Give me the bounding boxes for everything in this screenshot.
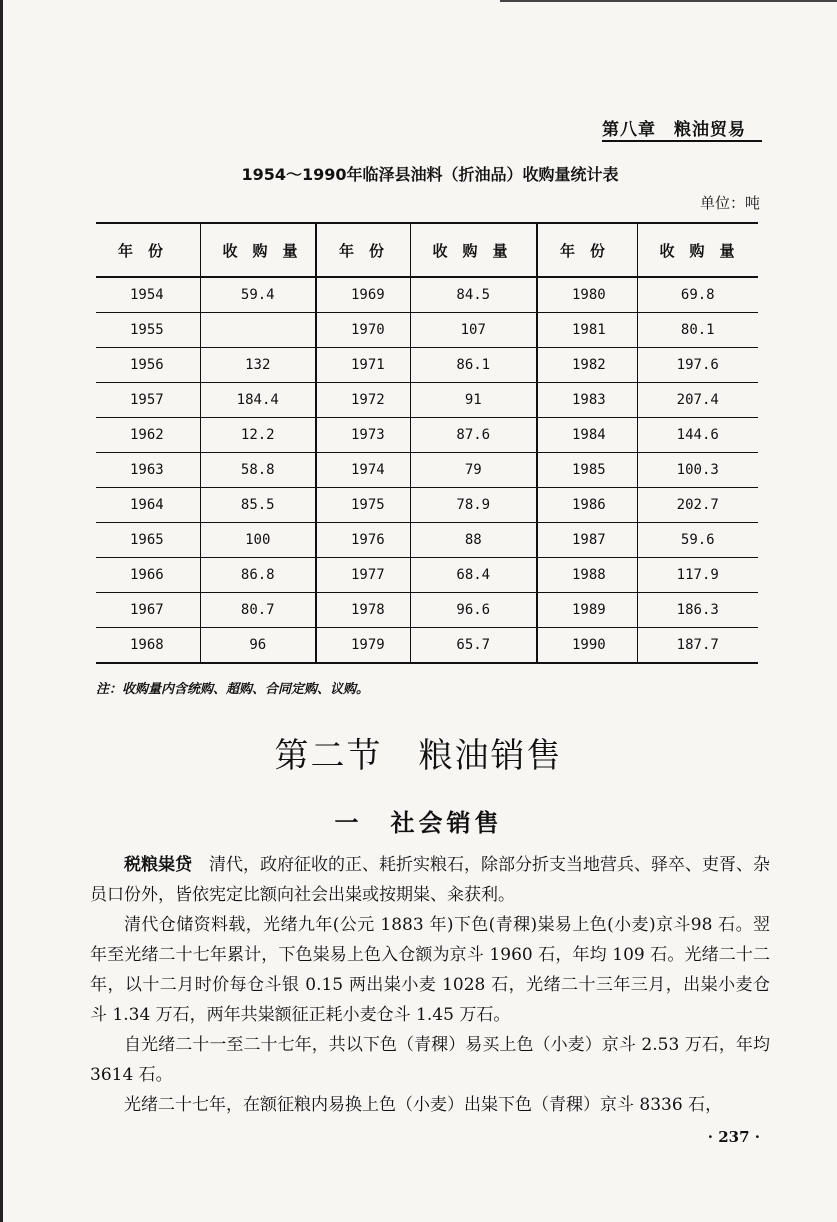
column-header-year-2: 年 份 [316, 223, 410, 277]
column-header-year-3: 年 份 [537, 223, 637, 277]
row-amount-cell: 80.7 [200, 593, 316, 628]
row-year-cell: 1979 [316, 628, 410, 664]
column-header-amount-2: 收 购 量 [410, 223, 537, 277]
row-year-cell: 1986 [537, 488, 637, 523]
row-amount-cell: 58.8 [200, 453, 316, 488]
row-amount-cell: 100 [200, 523, 316, 558]
row-year-cell: 1970 [316, 313, 410, 348]
table-row [96, 348, 758, 383]
page-edge-top [500, 0, 837, 2]
table-row [96, 313, 758, 348]
row-amount-cell: 59.4 [200, 277, 316, 313]
row-amount-cell: 96.6 [410, 593, 537, 628]
column-header-amount-1: 收 购 量 [200, 223, 316, 277]
row-amount-cell: 132 [200, 348, 316, 383]
row-year-cell: 1982 [537, 348, 637, 383]
row-year-cell: 1955 [96, 313, 200, 348]
row-amount-cell: 117.9 [637, 558, 758, 593]
row-year-cell: 1971 [316, 348, 410, 383]
page-number: · 237 · [707, 1128, 760, 1146]
paragraph-3: 自光绪二十一至二十七年，共以下色（青稞）易买上色（小麦）京斗 2.53 万石，年均 3614 石。 [90, 1035, 770, 1085]
row-year-cell: 1969 [316, 277, 410, 313]
row-amount-cell: 69.8 [637, 277, 758, 313]
table-row [96, 488, 758, 523]
paragraph-lead: 税粮粜贷 [124, 855, 192, 875]
row-year-cell: 1988 [537, 558, 637, 593]
running-header-rule [602, 140, 762, 142]
row-year-cell: 1974 [316, 453, 410, 488]
row-year-cell: 1966 [96, 558, 200, 593]
row-year-cell: 1981 [537, 313, 637, 348]
row-amount-cell: 79 [410, 453, 537, 488]
row-year-cell: 1976 [316, 523, 410, 558]
row-amount-cell: 85.5 [200, 488, 316, 523]
row-year-cell: 1967 [96, 593, 200, 628]
purchase-statistics-table [96, 222, 758, 664]
row-amount-cell: 86.8 [200, 558, 316, 593]
row-amount-cell: 80.1 [637, 313, 758, 348]
paragraph-2: 清代仓储资料载，光绪九年(公元 1883 年)下色(青稞)粜易上色(小麦)京斗98 石。翌年至光绪二十七年累计，下色粜易上色入仓额为京斗 1960 石，年均 109 石。光绪二十二年，以十二月时价每仓斗银 0.15 两出粜小麦 1028 石，光绪二十三年三月，出粜小麦仓斗 1.34 万石，两年共粜额征正耗小麦仓斗 1.45 万石。 [90, 915, 770, 1025]
row-amount-cell: 78.9 [410, 488, 537, 523]
row-amount-cell: 84.5 [410, 277, 537, 313]
table-row [96, 453, 758, 488]
paragraph-1 [90, 850, 770, 910]
row-year-cell: 1975 [316, 488, 410, 523]
row-year-cell: 1972 [316, 383, 410, 418]
table-row [96, 558, 758, 593]
row-amount-cell: 107 [410, 313, 537, 348]
row-year-cell: 1990 [537, 628, 637, 664]
row-year-cell: 1962 [96, 418, 200, 453]
row-amount-cell: 65.7 [410, 628, 537, 664]
row-year-cell: 1985 [537, 453, 637, 488]
table-row [96, 277, 758, 313]
row-year-cell: 1980 [537, 277, 637, 313]
row-year-cell: 1983 [537, 383, 637, 418]
row-amount-cell: 88 [410, 523, 537, 558]
row-amount-cell: 68.4 [410, 558, 537, 593]
row-amount-cell: 59.6 [637, 523, 758, 558]
row-year-cell: 1968 [96, 628, 200, 664]
row-amount-cell: 100.3 [637, 453, 758, 488]
row-year-cell: 1964 [96, 488, 200, 523]
table-title: 1954～1990年临泽县油料（折油品）收购量统计表 [241, 165, 619, 184]
row-year-cell: 1973 [316, 418, 410, 453]
paragraph-1-text: 清代，政府征收的正、耗折实粮石，除部分折支当地营兵、驿卒、吏胥、杂员口份外，皆依宪定比额向社会出粜或按期粜、籴获利。 [90, 855, 770, 905]
table-unit: 单位：吨 [699, 194, 760, 212]
running-header: 第八章 粮油贸易 [602, 120, 746, 140]
row-amount-cell: 12.2 [200, 418, 316, 453]
table-row [96, 523, 758, 558]
row-amount-cell: 202.7 [637, 488, 758, 523]
row-year-cell: 1965 [96, 523, 200, 558]
row-year-cell: 1987 [537, 523, 637, 558]
row-amount-cell: 91 [410, 383, 537, 418]
row-amount-cell [200, 313, 316, 348]
row-year-cell: 1989 [537, 593, 637, 628]
row-amount-cell: 184.4 [200, 383, 316, 418]
subsection-heading: 一 社会销售 [334, 808, 503, 837]
row-amount-cell: 186.3 [637, 593, 758, 628]
table-row [96, 418, 758, 453]
table-note: 注：收购量内含统购、超购、合同定购、议购。 [96, 682, 370, 697]
row-amount-cell: 86.1 [410, 348, 537, 383]
row-year-cell: 1977 [316, 558, 410, 593]
row-amount-cell: 207.4 [637, 383, 758, 418]
row-amount-cell: 187.7 [637, 628, 758, 664]
column-header-year-1: 年 份 [96, 223, 200, 277]
row-amount-cell: 87.6 [410, 418, 537, 453]
row-year-cell: 1954 [96, 277, 200, 313]
column-header-amount-3: 收 购 量 [637, 223, 758, 277]
row-year-cell: 1978 [316, 593, 410, 628]
body-text [90, 850, 770, 1120]
table-body [96, 277, 758, 663]
row-year-cell: 1957 [96, 383, 200, 418]
row-amount-cell: 144.6 [637, 418, 758, 453]
table-header-row [96, 223, 758, 277]
paragraph-4: 光绪二十七年，在额征粮内易换上色（小麦）出粜下色（青稞）京斗 8336 石， [124, 1095, 723, 1115]
table-row [96, 593, 758, 628]
table-row [96, 383, 758, 418]
page-edge-left [0, 0, 3, 1222]
row-amount-cell: 96 [200, 628, 316, 664]
row-amount-cell: 197.6 [637, 348, 758, 383]
row-year-cell: 1956 [96, 348, 200, 383]
table-row [96, 628, 758, 664]
section-heading: 第二节 粮油销售 [274, 736, 563, 776]
row-year-cell: 1984 [537, 418, 637, 453]
row-year-cell: 1963 [96, 453, 200, 488]
